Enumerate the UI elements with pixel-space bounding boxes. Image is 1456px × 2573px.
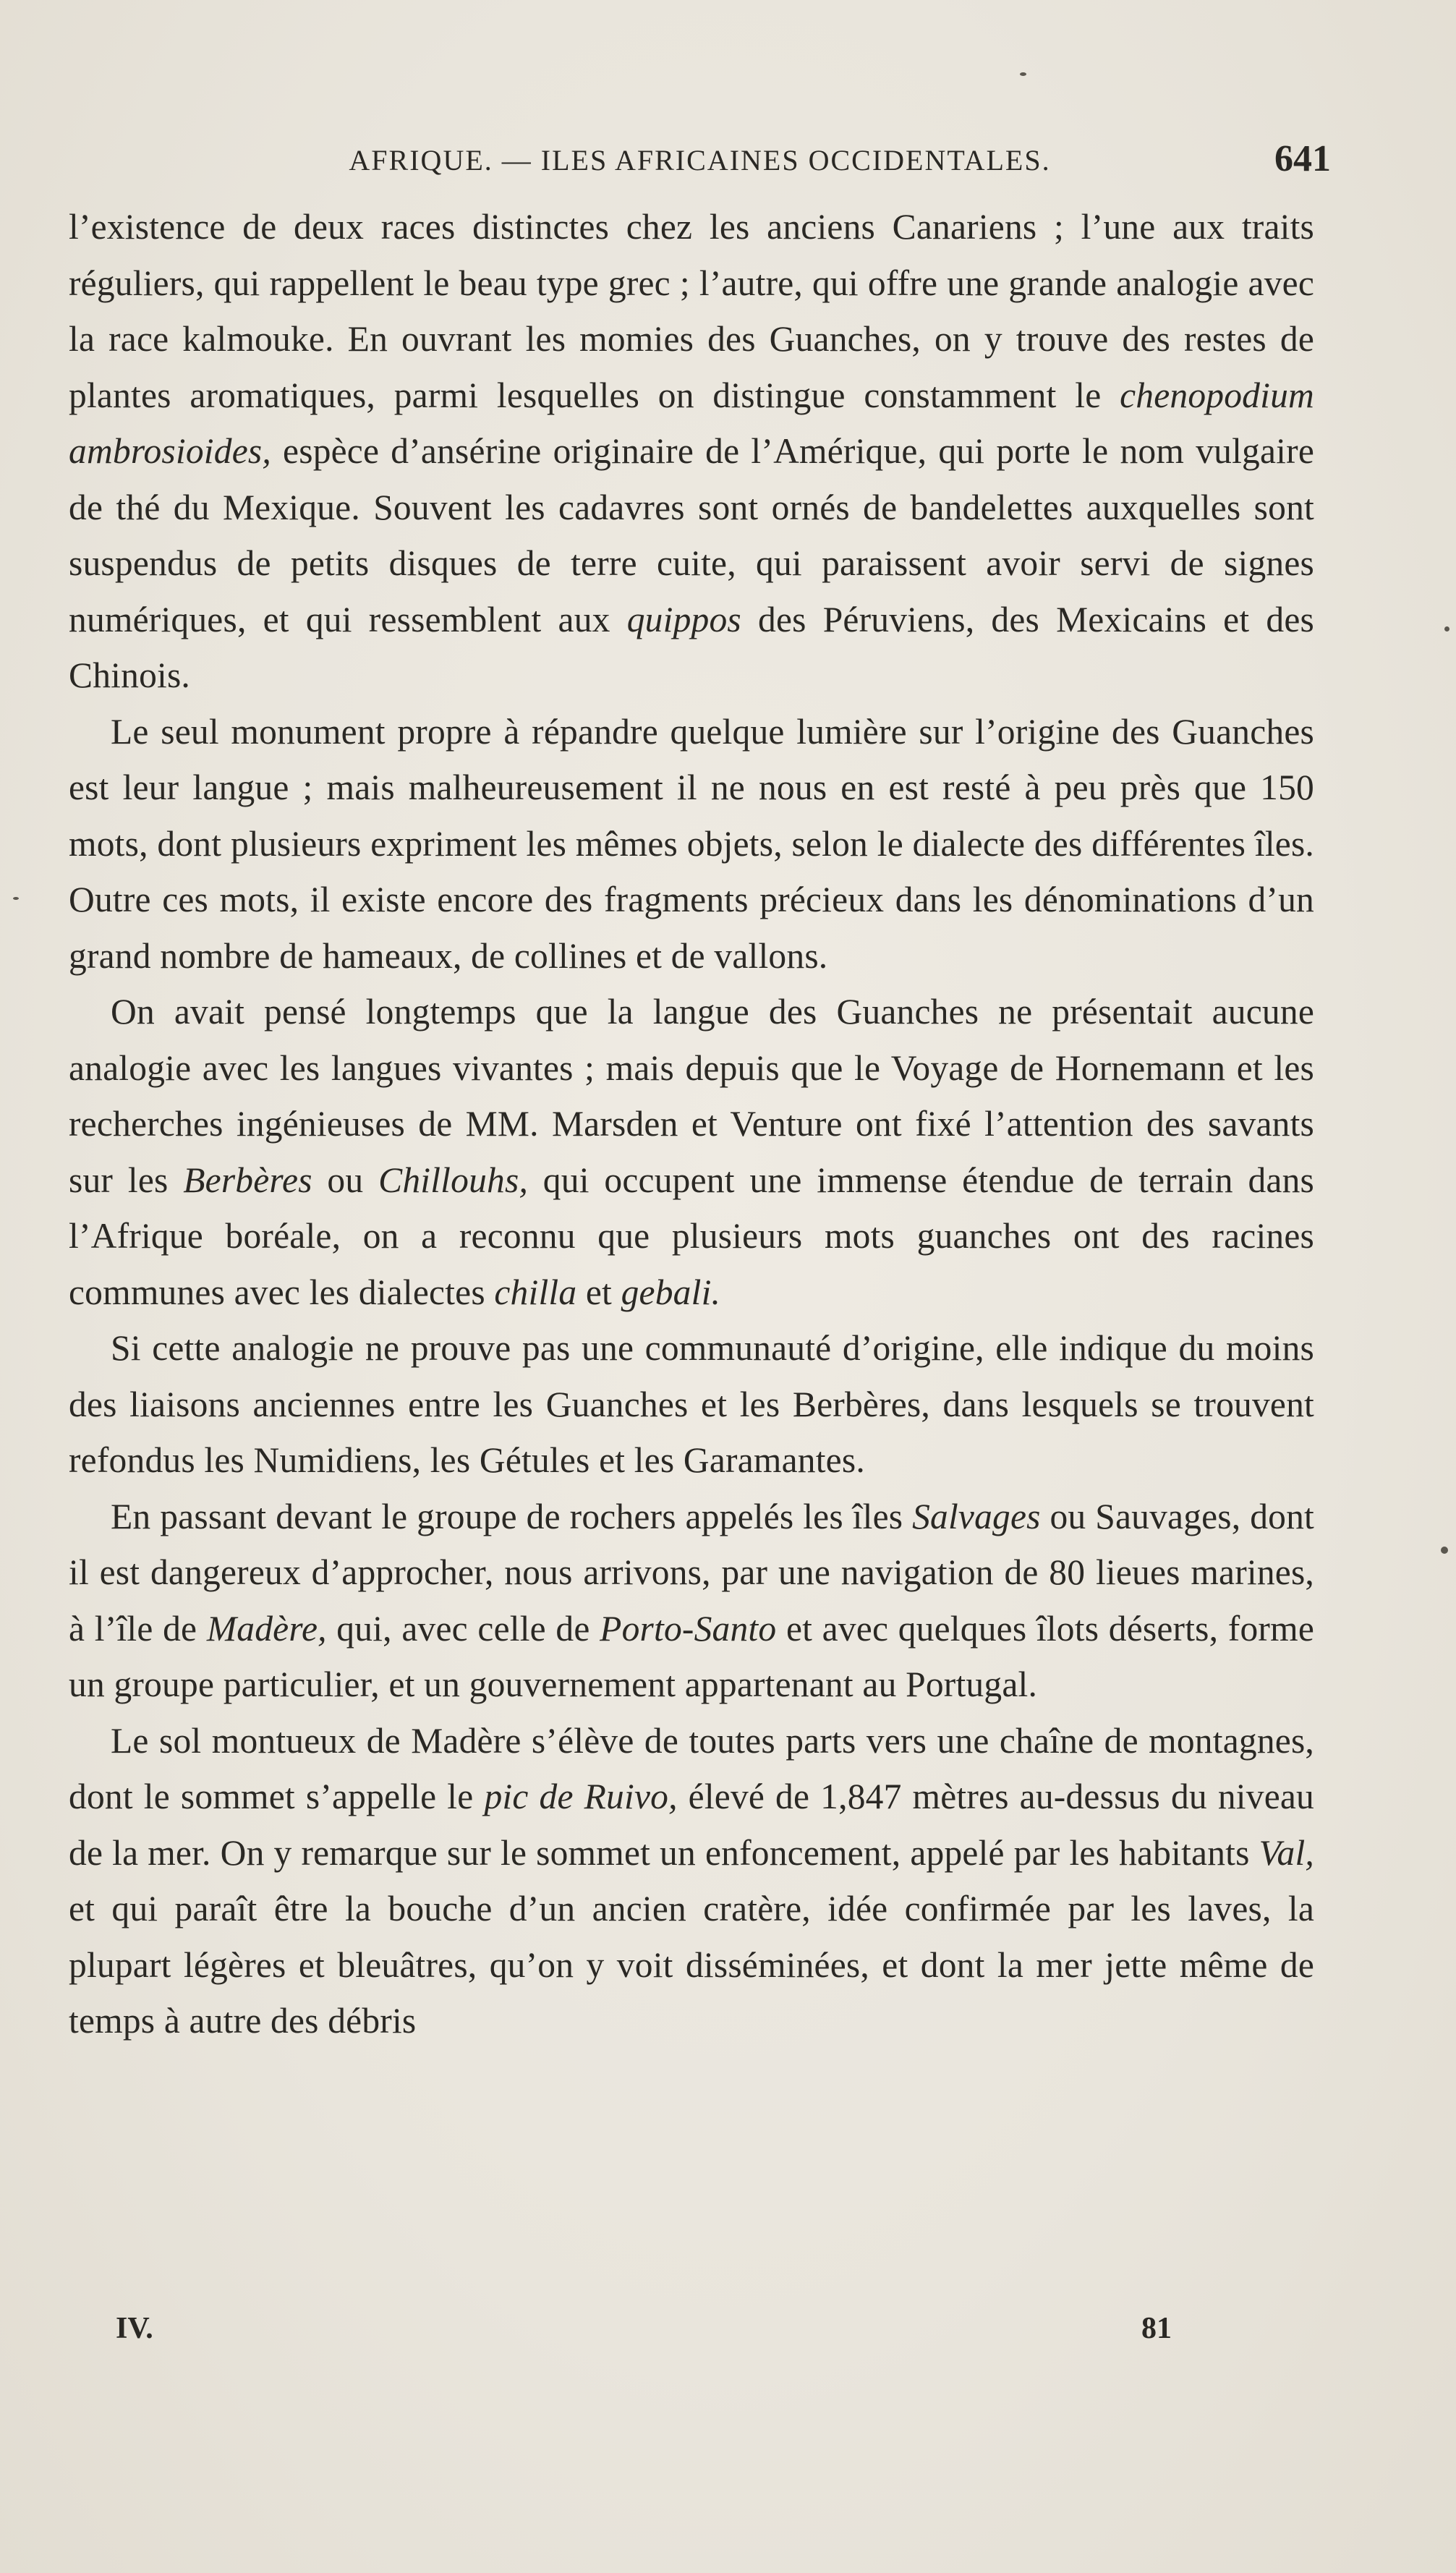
- running-head: [69, 137, 1331, 188]
- text-run: l’existence de deux races distinctes chez les anciens Canariens ; l’une aux traits réguliers, qui rappellent le beau type grec ; l’autre, qui offre une grande analogie avec la race kalmouke. En ouvrant les momies des Guanches, on y trouve des restes de plantes aromatiques, parmi lesquelles on distingue constamment le: [69, 207, 1314, 415]
- page-footer: [116, 2311, 1172, 2355]
- italic-term: Val,: [1259, 1832, 1314, 1873]
- page-number: 641: [1274, 138, 1331, 179]
- text-run: Si cette analogie ne prouve pas une communauté d’origine, elle indique du moins des liaisons anciennes entre les Guanches et les Berbères, dans lesquels se trouvent refondus les Numidiens, les Gétules et les Garamantes.: [69, 1328, 1314, 1480]
- running-title: AFRIQUE. — ILES AFRICAINES OCCIDENTALES.: [349, 144, 1051, 177]
- text-run: Le sol montueux de Madère s’élève de toutes parts vers une chaîne de montagnes, dont le sommet s’appelle le: [69, 1720, 1314, 1816]
- text-run: En passant devant le groupe de rochers appelés les îles: [111, 1496, 913, 1536]
- text-run: espèce d’ansérine originaire de l’Amérique, qui porte le nom vulgaire de thé du Mexique. Souvent les cadavres sont ornés de bandelettes auxquelles sont suspendus de petits disques de terre cuite, qui paraissent avoir servi de signes numériques, et qui ressemblent aux: [69, 431, 1314, 639]
- text-run: et avec quelques îlots déserts, forme un groupe particulier, et un gouvernement appartenant au Portugal.: [69, 1608, 1314, 1704]
- text-run: élevé de 1,847 mètres au-dessus du niveau de la mer. On y remarque sur le sommet un enfoncement, appelé par les habitants: [69, 1777, 1314, 1873]
- italic-term: Berbères: [183, 1160, 312, 1200]
- text-run: Le seul monument propre à répandre quelque lumière sur l’origine des Guanches est leur langue ; mais malheureusement il ne nous en est resté à peu près que 150 mots, dont plusieurs expriment les mêmes objets, selon le dialecte des différentes îles. Outre ces mots, il existe encore des fragments précieux dans les dénominations d’un grand nombre de hameaux, de collines et de vallons.: [69, 711, 1314, 976]
- paragraph-5: [69, 1489, 1314, 1713]
- text-run: ou: [312, 1160, 379, 1200]
- text-run: ou Sauvages, dont il est dangereux d’approcher, nous arrivons, par une navigation de 80 lieues marines, à l’île de: [69, 1496, 1315, 1649]
- text-run: qui occupent une immense étendue de terrain dans l’Afrique boréale, on a reconnu que plusieurs mots guanches ont des racines communes avec les dialectes: [69, 1160, 1314, 1312]
- text-run: et qui paraît être la bouche d’un ancien cratère, idée confirmée par les laves, la plupart légères et bleuâtres, qu’on y voit disséminées, et dont la mer jette même de temps à autre des débris: [69, 1889, 1314, 2041]
- text-run: qui, avec celle de: [326, 1608, 600, 1649]
- italic-term: Porto-Santo: [600, 1608, 777, 1649]
- paragraph-2: [69, 704, 1314, 984]
- italic-term: chenopodium ambrosioides,: [69, 375, 1314, 471]
- text-run: des Péruviens, des Mexicains et des Chinois.: [69, 599, 1314, 695]
- paragraph-6: [69, 1713, 1314, 2049]
- margin-speck: [1020, 72, 1026, 76]
- margin-speck: [1441, 1547, 1448, 1554]
- margin-speck: [1444, 626, 1449, 631]
- italic-term: Madère,: [206, 1608, 327, 1649]
- italic-term: chilla: [494, 1272, 577, 1312]
- body-text: [69, 199, 1314, 2049]
- paragraph-4: [69, 1320, 1314, 1489]
- italic-term: gebali.: [621, 1272, 721, 1312]
- italic-term: pic de Ruivo,: [484, 1777, 678, 1816]
- volume-mark: IV.: [116, 2312, 153, 2345]
- paragraph-3: [69, 984, 1314, 1320]
- italic-term: Chillouhs,: [378, 1160, 529, 1200]
- italic-term: Salvages: [912, 1496, 1041, 1536]
- text-run: On avait pensé longtemps que la langue des Guanches ne présentait aucune analogie avec les langues vivantes ; mais depuis que le Voyage de Hornemann et les recherches ingénieuses de MM. Marsden et Venture ont fixé l’attention des savants sur les: [69, 992, 1314, 1200]
- italic-term: quippos: [626, 599, 741, 639]
- signature-mark: 81: [1141, 2312, 1172, 2345]
- text-run: et: [576, 1272, 621, 1312]
- paragraph-1: [69, 199, 1314, 704]
- margin-speck: [13, 897, 19, 900]
